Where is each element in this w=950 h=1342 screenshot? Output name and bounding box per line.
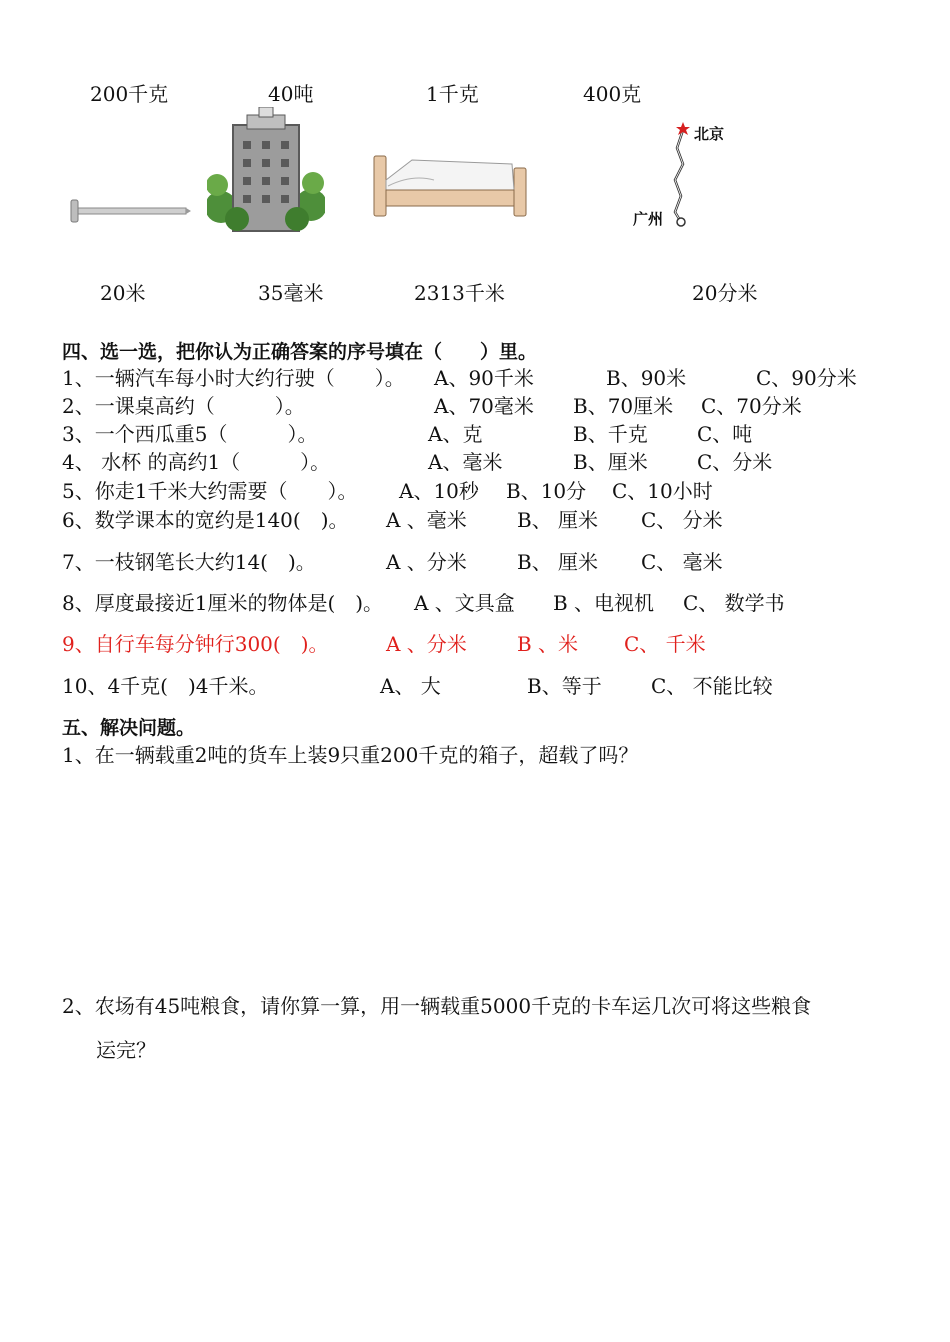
top-label-3: 1千克 — [426, 82, 479, 106]
option-a: A 、文具盒 — [414, 591, 515, 615]
option-b: B、 厘米 — [517, 508, 599, 532]
problem-1: 1、在一辆载重2吨的货车上装9只重200千克的箱子，超载了吗？ — [62, 743, 639, 767]
map-label-guangzhou: 广州 — [633, 210, 664, 228]
section4-title: 四、选一选，把你认为正确答案的序号填在（ ）里。 — [62, 341, 538, 363]
question-stem: 2、一课桌高约（ ）。 — [62, 394, 305, 418]
option-a: A、90千米 — [434, 366, 534, 390]
option-c: C、 千米 — [624, 632, 706, 656]
option-c: C、分米 — [697, 450, 773, 474]
option-a: A、 大 — [380, 674, 441, 698]
problem-2-line-1: 2、农场有45吨粮食，请你算一算，用一辆载重5000千克的卡车运几次可将这些粮食 — [62, 994, 812, 1018]
option-a: A 、分米 — [386, 550, 467, 574]
option-b: B、等于 — [527, 674, 602, 698]
question-stem: 10、4千克( )4千米。 — [62, 674, 269, 698]
option-b: B、 厘米 — [517, 550, 599, 574]
option-b: B、厘米 — [573, 450, 648, 474]
map-label-beijing: 北京 — [694, 125, 725, 143]
option-c: C、吨 — [697, 422, 753, 446]
option-a: A、克 — [428, 422, 483, 446]
option-a: A、10秒 — [399, 479, 479, 503]
question-stem: 3、一个西瓜重5（ ）。 — [62, 422, 318, 446]
question-stem: 9、自行车每分钟行300( )。 — [62, 632, 329, 656]
option-a: A 、毫米 — [386, 508, 467, 532]
option-c: C、 数学书 — [683, 591, 785, 615]
question-stem: 7、一枝钢笔长大约14( )。 — [62, 550, 316, 574]
option-c: C、 不能比较 — [651, 674, 773, 698]
option-b: B、70厘米 — [573, 394, 674, 418]
option-b: B、90米 — [606, 366, 687, 390]
top-label-4: 400克 — [583, 82, 642, 106]
option-b: B、千克 — [573, 422, 648, 446]
section5-title: 五、解决问题。 — [62, 717, 196, 739]
option-b: B 、电视机 — [553, 591, 655, 615]
top-label-2: 40吨 — [268, 82, 314, 106]
nail-image — [68, 196, 192, 226]
problem-2-line-2: 运完？ — [96, 1038, 156, 1062]
option-a: A、毫米 — [428, 450, 503, 474]
option-c: C、 分米 — [641, 508, 723, 532]
bottom-label-2: 35毫米 — [258, 281, 324, 305]
bottom-label-4: 20分米 — [692, 281, 758, 305]
option-c: C、 毫米 — [641, 550, 723, 574]
question-stem: 6、数学课本的宽约是140( )。 — [62, 508, 349, 532]
question-stem: 4、 水杯 的高约1（ ）。 — [62, 450, 331, 474]
bottom-label-3: 2313千米 — [414, 281, 505, 305]
option-b: B 、米 — [517, 632, 579, 656]
question-stem: 1、一辆汽车每小时大约行驶（ ）。 — [62, 366, 405, 390]
top-label-1: 200千克 — [90, 82, 169, 106]
bottom-label-1: 20米 — [100, 281, 146, 305]
option-c: C、90分米 — [756, 366, 857, 390]
bed-image — [372, 150, 528, 220]
option-c: C、70分米 — [701, 394, 802, 418]
option-a: A 、分米 — [386, 632, 467, 656]
option-b: B、10分 — [506, 479, 587, 503]
question-stem: 5、你走1千米大约需要（ ）。 — [62, 479, 358, 503]
option-a: A、70毫米 — [434, 394, 534, 418]
building-image — [207, 107, 325, 232]
option-c: C、10小时 — [612, 479, 713, 503]
question-stem: 8、厚度最接近1厘米的物体是( )。 — [62, 591, 384, 615]
